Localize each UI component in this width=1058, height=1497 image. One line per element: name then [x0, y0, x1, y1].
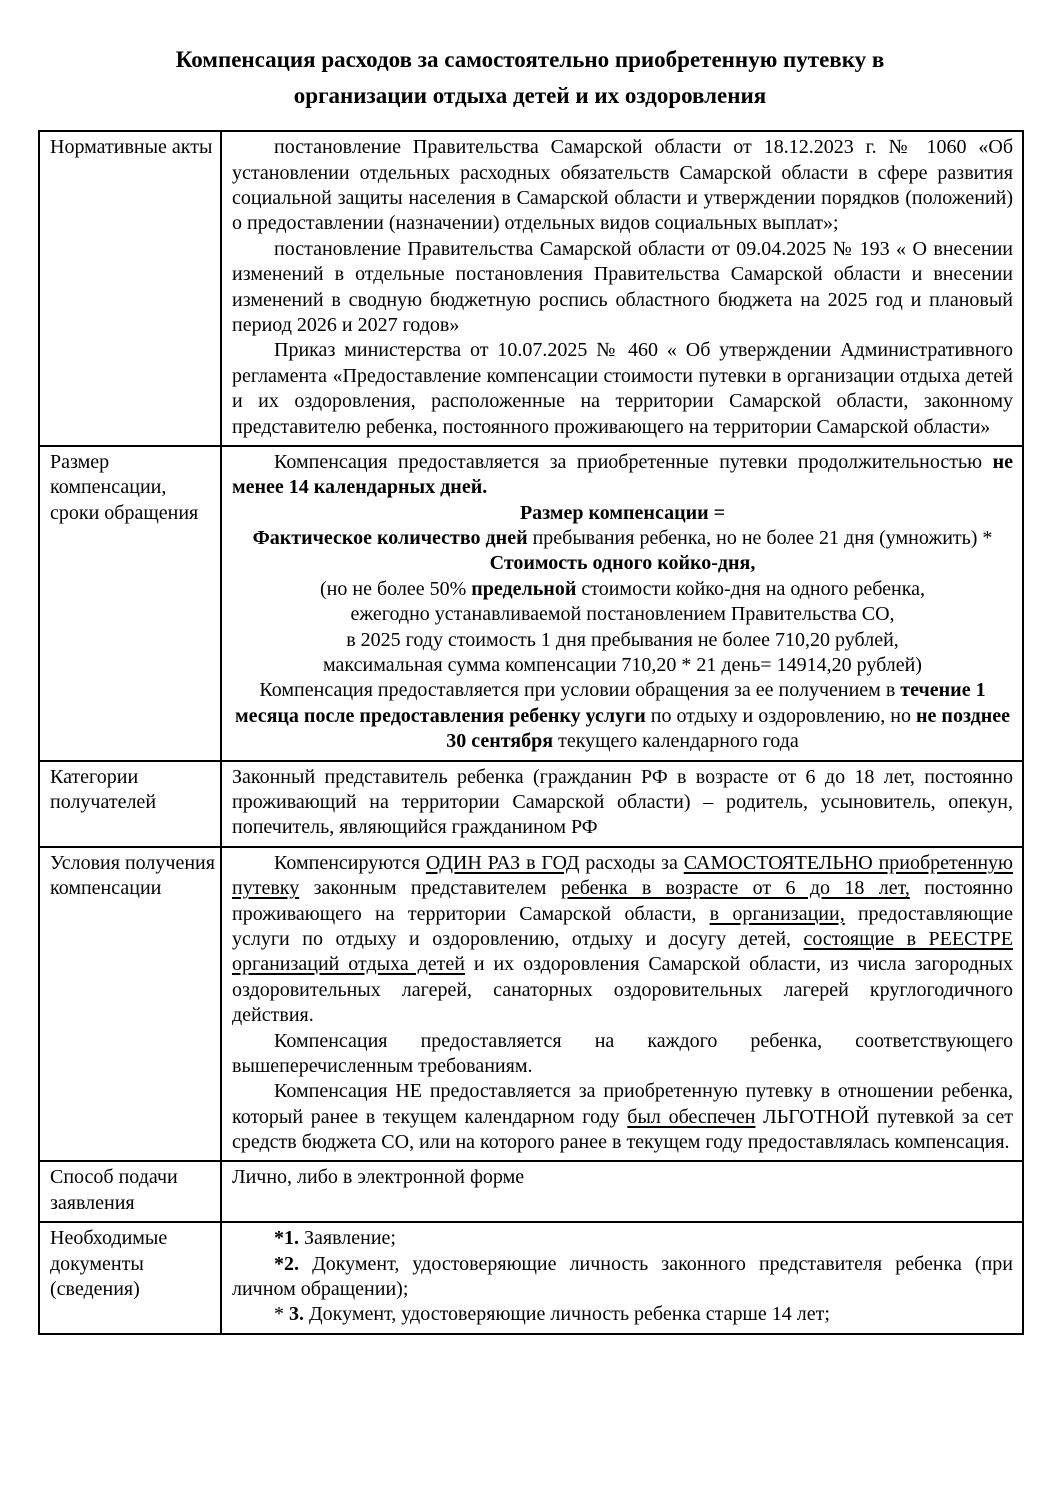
paragraph: [232, 653, 1013, 678]
text-run: постановление Правительства Самарской области от 18.12.2023 г. № 1060 «Об установлении отдельных расходных обязательств Самарской области в сфере развития социальной защиты населения в Самарской области и утверждении порядков (положений) о предоставлении (назначении) отдельных видов социальных выплат»;: [232, 136, 1013, 235]
text-run: *2.: [274, 1252, 299, 1275]
text-run: *: [274, 1303, 289, 1326]
text-run: Приказ министерства от 10.07.2025 № 460 « Об утверждении Административного регламента «Предоставление компенсации стоимости путевки в организации отдыха детей и их оздоровления, расположенные на территории Самарской области, законному представителю ребенка, постоянного проживающего на территории Самарской области»: [232, 339, 1013, 438]
paragraph: [232, 765, 1013, 841]
paragraph: [232, 1302, 1013, 1327]
row-label: Категории получателей: [39, 761, 221, 847]
row-label: Необходимые документы (сведения): [39, 1222, 221, 1334]
row-content: [221, 1222, 1023, 1334]
text-run: пребывания ребенка, но не более 21 дня (умножить) *: [527, 527, 993, 550]
paragraph: [232, 678, 1013, 754]
row-content: [221, 1161, 1023, 1222]
text-run: ОДИН РАЗ в ГОД: [425, 851, 580, 874]
paragraph: [232, 851, 1013, 1029]
text-run: законным представителем: [299, 877, 561, 900]
paragraph: [232, 577, 1013, 602]
paragraph: [232, 135, 1013, 237]
text-run: не позднее 30 сентября: [446, 704, 1011, 753]
text-run: не менее 14 календарных дней.: [232, 450, 1013, 499]
text-run: Законный представитель ребенка (гражданин РФ в возрасте от 6 до 18 лет, постоянно проживающий на территории Самарской области) – родитель, усыновитель, опекун, попечитель, являющийся гражданином РФ: [232, 765, 1013, 839]
paragraph: [232, 501, 1013, 526]
row-label: Способ подачи заявления: [39, 1161, 221, 1222]
text-run: (но не более 50%: [320, 577, 472, 600]
text-run: САМОСТОЯТЕЛЬНО приобретенную путевку: [232, 851, 1013, 900]
table-row-conditions: [39, 847, 1023, 1162]
text-run: Компенсация НЕ предоставляется за приобретенную путевку в отношении ребенка, который ранее в текущем календарном году: [232, 1080, 1013, 1128]
text-run: в организации,: [709, 902, 845, 925]
paragraph: [232, 237, 1013, 339]
text-run: Компенсация предоставляется при условии обращения за ее получением в: [259, 679, 901, 702]
row-label: Размер компенсации, сроки обращения: [39, 446, 221, 761]
text-run: и их оздоровления Самарской области, из числа загородных оздоровительных лагерей, санаторных оздоровительных лагерей круглогодичного действия.: [232, 953, 1013, 1027]
table-row-recipient-categories: [39, 761, 1023, 847]
text-run: Размер компенсации =: [519, 501, 726, 524]
row-content: [221, 847, 1023, 1162]
table-row-normative-acts: [39, 131, 1023, 446]
text-run: 3.: [289, 1303, 304, 1326]
text-run: Фактическое количество дней: [252, 527, 528, 550]
text-run: Лично, либо в электронной форме: [232, 1166, 525, 1189]
paragraph: [232, 338, 1013, 440]
paragraph: [232, 551, 1013, 576]
text-run: Документ, удостоверяющие личность законного представителя ребенка (при личном обращении);: [232, 1252, 1013, 1301]
text-run: Компенсация предоставляется за приобретенные путевки продолжительностью: [274, 450, 993, 473]
paragraph: [232, 450, 1013, 501]
text-run: по отдыху и оздоровлению, но: [645, 704, 917, 727]
paragraph: [232, 1226, 1013, 1251]
text-run: течение 1 месяца после предоставления ребенку услуги: [234, 679, 986, 727]
table-row-submission-method: [39, 1161, 1023, 1222]
text-run: максимальная сумма компенсации 710,20 * 21 день= 14914,20 рублей): [323, 654, 922, 677]
paragraph: [232, 628, 1013, 653]
text-run: текущего календарного года: [553, 730, 799, 753]
text-run: ЛЬГОТНОЙ путевкой за сет средств бюджета СО, или на которого ранее в текущем году предоставлялась компенсация.: [232, 1105, 1013, 1154]
text-run: состоящие в РЕЕСТРЕ организаций отдыха детей: [232, 927, 1013, 976]
table-row-required-documents: [39, 1222, 1023, 1334]
info-table: [38, 130, 1024, 1335]
row-label: Нормативные акты: [39, 131, 221, 446]
paragraph: [232, 1252, 1013, 1303]
page-title-line-2: организации отдыха детей и их оздоровления: [293, 83, 767, 109]
text-run: расходы за: [579, 851, 684, 874]
paragraph: [232, 1079, 1013, 1155]
page-title: [70, 42, 990, 114]
text-run: Заявление;: [299, 1227, 396, 1250]
text-run: был обеспечен: [627, 1105, 756, 1128]
text-run: ребенка в возрасте от 6 до 18 лет,: [560, 877, 910, 900]
row-content: [221, 131, 1023, 446]
page-title-line-1: Компенсация расходов за самостоятельно приобретенную путевку в: [175, 47, 885, 72]
paragraph: [232, 1165, 1013, 1190]
text-run: Компенсируются: [274, 851, 426, 874]
text-run: в 2025 году стоимость 1 дня пребывания не более 710,20 рублей,: [346, 628, 899, 651]
text-run: Документ, удостоверяющие личность ребенка старше 14 лет;: [304, 1303, 830, 1326]
paragraph: [232, 602, 1013, 627]
row-label: Условия получения компенсации: [39, 847, 221, 1162]
text-run: ежегодно устанавливаемой постановлением Правительства СО,: [350, 603, 895, 626]
text-run: Стоимость одного койко-дня,: [489, 552, 756, 575]
text-run: стоимости койко-дня на одного ребенка,: [576, 577, 925, 600]
text-run: Компенсация предоставляется на каждого ребенка, соответствующего вышеперечисленным требованиям.: [232, 1029, 1013, 1077]
text-run: постоянно проживающего на территории Самарской области,: [232, 877, 1013, 925]
paragraph: [232, 526, 1013, 551]
text-run: предельной: [471, 577, 577, 600]
row-content: [221, 761, 1023, 847]
table-row-compensation-size: [39, 446, 1023, 761]
text-run: *1.: [274, 1227, 299, 1250]
row-content: [221, 446, 1023, 761]
text-run: постановление Правительства Самарской области от 09.04.2025 № 193 « О внесении изменений в отдельные постановления Правительства Самарской области и внесении изменений в сводную бюджетную роспись областного бюджета на 2025 год и плановый период 2026 и 2027 годов»: [232, 237, 1013, 336]
text-run: предоставляющие услуги по отдыху и оздоровлению, отдыху и досугу детей,: [232, 902, 1013, 950]
paragraph: [232, 1029, 1013, 1080]
